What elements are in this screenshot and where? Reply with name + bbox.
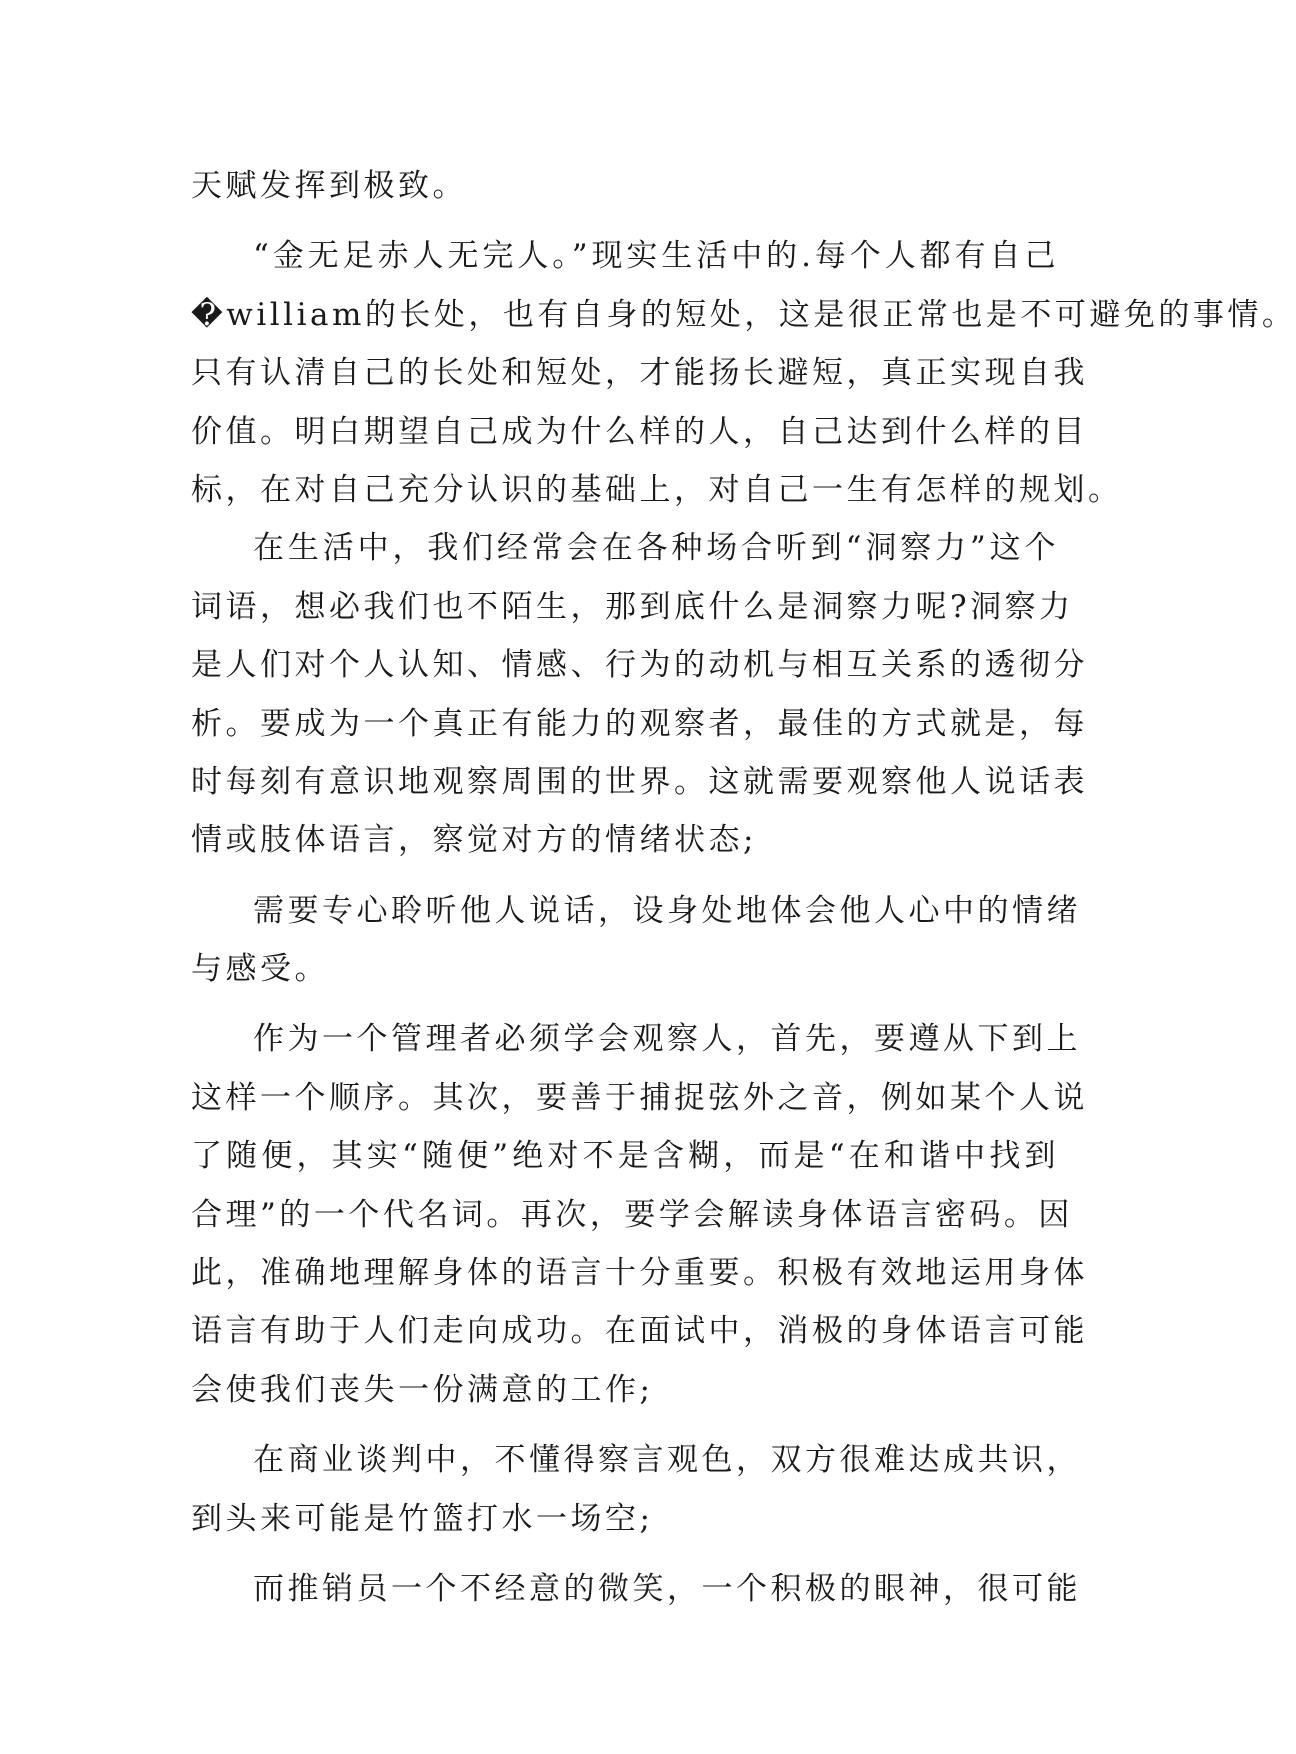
text-line: 是人们对个人认知、情感、行为的动机与相互关系的透彻分 [191, 647, 1088, 684]
text-line: 会使我们丧失一份满意的工作; [191, 1371, 654, 1408]
text-line: 到头来可能是竹篮打水一场空; [191, 1500, 654, 1537]
text-line: 时每刻有意识地观察周围的世界。这就需要观察他人说话表 [191, 763, 1088, 800]
text-line: 作为一个管理者必须学会观察人，首先，要遵从下到上 [253, 1021, 1081, 1058]
paragraph-gap [191, 870, 1059, 882]
text-line: “金无足赤人无完人。”现实生活中的.每个人都有自己 [253, 238, 1059, 275]
text-line: 而推销员一个不经意的微笑，一个积极的眼神，很可能 [253, 1570, 1081, 1607]
text-line: 词语，想必我们也不陌生，那到底什么是洞察力呢?洞察力 [191, 588, 1074, 625]
text-line: 标，在对自己充分认识的基础上，对自己一生有怎样的规划。 [191, 471, 1123, 508]
paragraph-gap [191, 998, 1059, 1010]
text-line: �william的长处，也有自身的短处，这是很正常也是不可避免的事情。 [191, 296, 1296, 333]
paragraph-gap [191, 1419, 1059, 1431]
text-line: 此，准确地理解身体的语言十分重要。积极有效地运用身体 [191, 1255, 1088, 1292]
text-line: 在商业谈判中，不懂得察言观色，双方很难达成共识， [253, 1442, 1081, 1479]
text-line: 语言有助于人们走向成功。在面试中，消极的身体语言可能 [191, 1313, 1088, 1350]
text-line: 析。要成为一个真正有能力的观察者，最佳的方式就是，每 [191, 705, 1088, 742]
text-line: 与感受。 [191, 951, 329, 988]
text-line: 这样一个顺序。其次，要善于捕捉弦外之音，例如某个人说 [191, 1079, 1088, 1116]
text-line: 需要专心聆听他人说话，设身处地体会他人心中的情绪 [253, 892, 1081, 929]
paragraph-gap [191, 1548, 1059, 1560]
text-line: 天赋发挥到极致。 [191, 168, 467, 204]
text-line: 只有认清自己的长处和短处，才能扬长避短，真正实现自我 [191, 355, 1088, 392]
text-line: 情或肢体语言，察觉对方的情绪状态; [191, 822, 757, 859]
text-line: 在生活中，我们经常会在各种场合听到“洞察力”这个 [253, 530, 1059, 567]
body-text [191, 157, 1296, 1618]
text-line: 了随便，其实“随便”绝对不是含糊，而是“在和谐中找到 [191, 1138, 1059, 1175]
text-line: 合理”的一个代名词。再次，要学会解读身体语言密码。因 [191, 1196, 1073, 1233]
text-line: 价值。明白期望自己成为什么样的人，自己达到什么样的目 [191, 413, 1088, 450]
paragraph-gap [191, 215, 1059, 227]
